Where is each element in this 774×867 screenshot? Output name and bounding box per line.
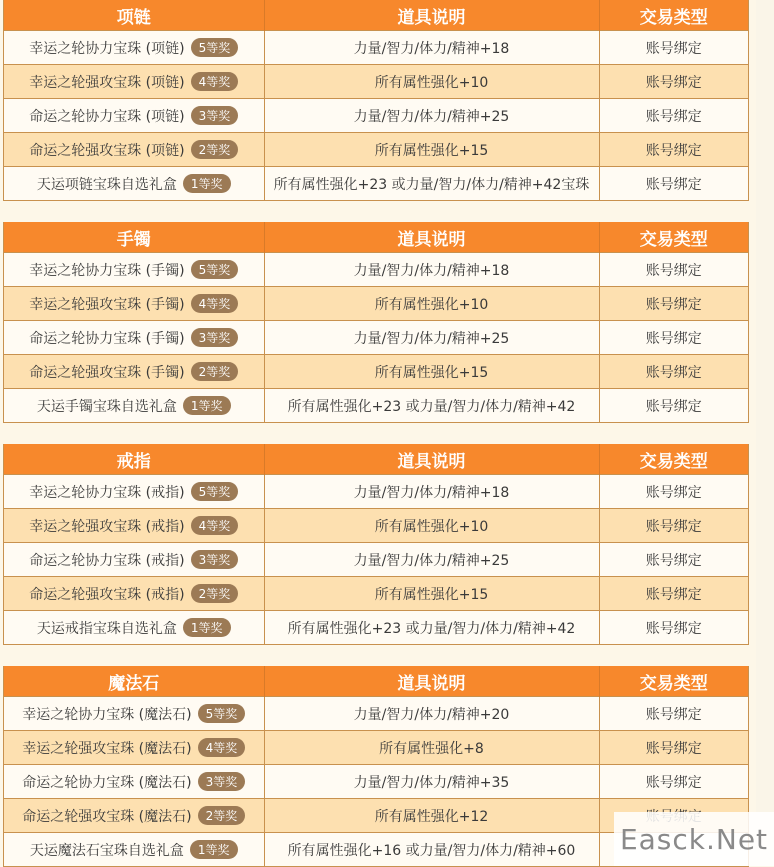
item-description: 力量/智力/体力/精神+18: [264, 31, 599, 65]
item-name: 命运之轮协力宝珠 (戒指): [29, 552, 185, 569]
item-name-cell: [4, 167, 264, 201]
table-row: [4, 731, 748, 765]
table-row: [4, 765, 748, 799]
prize-tier-badge: 1等奖: [183, 396, 231, 415]
page-margin: [756, 0, 774, 866]
item-name: 命运之轮协力宝珠 (项链): [29, 108, 185, 125]
table-header-row: [4, 666, 748, 697]
reward-table-3: [3, 444, 749, 645]
item-name-cell: [4, 355, 264, 389]
prize-tier-badge: 5等奖: [191, 260, 239, 279]
item-name: 天运魔法石宝珠自选礼盒: [29, 842, 184, 859]
table-row: [4, 31, 748, 65]
item-description: 所有属性强化+23 或力量/智力/体力/精神+42: [264, 389, 599, 423]
prize-tier-badge: 1等奖: [190, 840, 238, 859]
trade-type: 账号绑定: [599, 543, 748, 577]
prize-tier-badge: 2等奖: [191, 584, 239, 603]
item-name-cell: [4, 543, 264, 577]
column-header-trade-type: 交易类型: [599, 666, 748, 697]
item-name: 幸运之轮协力宝珠 (魔法石): [22, 706, 192, 723]
prize-tier-badge: 1等奖: [183, 174, 231, 193]
item-description: 所有属性强化+23 或力量/智力/体力/精神+42宝珠: [264, 167, 599, 201]
item-name-cell: [4, 133, 264, 167]
column-header-category: 项链: [4, 0, 264, 31]
item-name-cell: [4, 253, 264, 287]
item-description: 所有属性强化+8: [264, 731, 599, 765]
column-header-trade-type: 交易类型: [599, 444, 748, 475]
item-description: 所有属性强化+16 或力量/智力/体力/精神+60: [264, 833, 599, 867]
trade-type: 账号绑定: [599, 509, 748, 543]
table-row: [4, 167, 748, 201]
item-name-cell: [4, 287, 264, 321]
table-row: [4, 321, 748, 355]
item-description: 所有属性强化+10: [264, 65, 599, 99]
table-row: [4, 99, 748, 133]
trade-type: 账号绑定: [599, 731, 748, 765]
item-name-cell: [4, 765, 264, 799]
item-description: 所有属性强化+10: [264, 509, 599, 543]
item-name: 命运之轮强攻宝珠 (戒指): [29, 586, 185, 603]
item-name-cell: [4, 697, 264, 731]
table-row: [4, 577, 748, 611]
column-header-description: 道具说明: [264, 666, 599, 697]
table-row: [4, 611, 748, 645]
prize-tier-badge: 4等奖: [191, 516, 239, 535]
table-row: [4, 543, 748, 577]
trade-type: 账号绑定: [599, 133, 748, 167]
trade-type: 账号绑定: [599, 167, 748, 201]
prize-tier-badge: 5等奖: [198, 704, 246, 723]
trade-type: 账号绑定: [599, 253, 748, 287]
table-row: [4, 475, 748, 509]
prize-tier-badge: 2等奖: [198, 806, 246, 825]
item-name: 天运手镯宝珠自选礼盒: [36, 398, 177, 415]
column-header-trade-type: 交易类型: [599, 222, 748, 253]
item-name: 命运之轮协力宝珠 (魔法石): [22, 774, 192, 791]
item-name-cell: [4, 731, 264, 765]
reward-table-2: [3, 222, 749, 423]
trade-type: 账号绑定: [599, 475, 748, 509]
item-description: 力量/智力/体力/精神+25: [264, 543, 599, 577]
prize-tier-badge: 3等奖: [191, 328, 239, 347]
item-name: 幸运之轮协力宝珠 (戒指): [29, 484, 185, 501]
column-header-description: 道具说明: [264, 222, 599, 253]
item-name-cell: [4, 799, 264, 833]
item-description: 力量/智力/体力/精神+20: [264, 697, 599, 731]
item-name-cell: [4, 833, 264, 867]
table-row: [4, 253, 748, 287]
trade-type: 账号绑定: [599, 99, 748, 133]
prize-tier-badge: 2等奖: [191, 362, 239, 381]
trade-type: 账号绑定: [599, 765, 748, 799]
item-name: 幸运之轮强攻宝珠 (手镯): [29, 296, 185, 313]
table-row: [4, 389, 748, 423]
item-name: 天运项链宝珠自选礼盒: [36, 176, 177, 193]
item-name: 幸运之轮强攻宝珠 (魔法石): [22, 740, 192, 757]
item-name: 命运之轮强攻宝珠 (魔法石): [22, 808, 192, 825]
item-name-cell: [4, 99, 264, 133]
table-row: [4, 697, 748, 731]
trade-type: 账号绑定: [599, 355, 748, 389]
trade-type: 账号绑定: [599, 287, 748, 321]
item-name-cell: [4, 509, 264, 543]
prize-tier-badge: 2等奖: [191, 140, 239, 159]
item-name-cell: [4, 31, 264, 65]
item-name-cell: [4, 475, 264, 509]
item-name-cell: [4, 321, 264, 355]
item-name: 命运之轮协力宝珠 (手镯): [29, 330, 185, 347]
reward-table-1: [3, 0, 749, 201]
trade-type: 账号绑定: [599, 577, 748, 611]
trade-type: 账号绑定: [599, 31, 748, 65]
column-header-trade-type: 交易类型: [599, 0, 748, 31]
watermark-logo: Easck.Net: [614, 812, 774, 866]
column-header-description: 道具说明: [264, 444, 599, 475]
item-name: 幸运之轮强攻宝珠 (项链): [29, 74, 185, 91]
trade-type: 账号绑定: [599, 611, 748, 645]
item-description: 力量/智力/体力/精神+25: [264, 321, 599, 355]
item-name-cell: [4, 65, 264, 99]
table-header-row: [4, 222, 748, 253]
column-header-category: 魔法石: [4, 666, 264, 697]
table-row: [4, 355, 748, 389]
item-name-cell: [4, 611, 264, 645]
prize-tier-badge: 3等奖: [191, 106, 239, 125]
item-description: 所有属性强化+15: [264, 355, 599, 389]
column-header-description: 道具说明: [264, 0, 599, 31]
item-description: 所有属性强化+12: [264, 799, 599, 833]
trade-type: 账号绑定: [599, 389, 748, 423]
column-header-category: 手镯: [4, 222, 264, 253]
item-name: 命运之轮强攻宝珠 (项链): [29, 142, 185, 159]
table-row: [4, 287, 748, 321]
item-name-cell: [4, 389, 264, 423]
item-name-cell: [4, 577, 264, 611]
prize-tier-badge: 3等奖: [198, 772, 246, 791]
item-name: 幸运之轮协力宝珠 (手镯): [29, 262, 185, 279]
table-header-row: [4, 444, 748, 475]
prize-tier-badge: 4等奖: [191, 294, 239, 313]
prize-tier-badge: 5等奖: [191, 38, 239, 57]
prize-tier-badge: 5等奖: [191, 482, 239, 501]
item-description: 所有属性强化+23 或力量/智力/体力/精神+42: [264, 611, 599, 645]
table-row: [4, 509, 748, 543]
item-description: 所有属性强化+15: [264, 577, 599, 611]
item-name: 幸运之轮协力宝珠 (项链): [29, 40, 185, 57]
item-name: 幸运之轮强攻宝珠 (戒指): [29, 518, 185, 535]
item-name: 命运之轮强攻宝珠 (手镯): [29, 364, 185, 381]
prize-tier-badge: 4等奖: [198, 738, 246, 757]
table-header-row: [4, 0, 748, 31]
item-description: 所有属性强化+10: [264, 287, 599, 321]
item-description: 力量/智力/体力/精神+35: [264, 765, 599, 799]
trade-type: 账号绑定: [599, 65, 748, 99]
item-description: 力量/智力/体力/精神+18: [264, 475, 599, 509]
item-description: 所有属性强化+15: [264, 133, 599, 167]
item-description: 力量/智力/体力/精神+25: [264, 99, 599, 133]
item-description: 力量/智力/体力/精神+18: [264, 253, 599, 287]
trade-type: 账号绑定: [599, 321, 748, 355]
table-row: [4, 65, 748, 99]
table-row: [4, 133, 748, 167]
column-header-category: 戒指: [4, 444, 264, 475]
trade-type: 账号绑定: [599, 697, 748, 731]
prize-tier-badge: 4等奖: [191, 72, 239, 91]
prize-tier-badge: 1等奖: [183, 618, 231, 637]
item-name: 天运戒指宝珠自选礼盒: [36, 620, 177, 637]
prize-tier-badge: 3等奖: [191, 550, 239, 569]
